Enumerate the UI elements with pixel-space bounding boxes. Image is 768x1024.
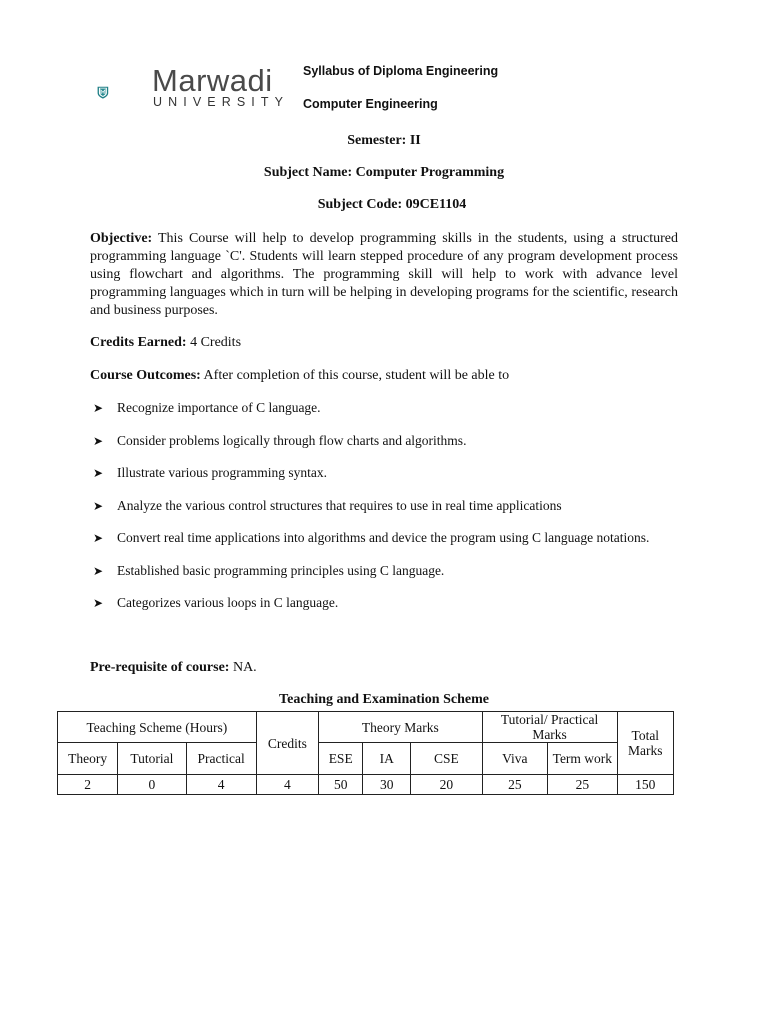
prerequisite-paragraph: [90, 659, 678, 677]
prereq-label: Pre-requisite of course:: [90, 660, 230, 675]
subheader-cell: Theory: [58, 743, 118, 775]
table-cell: 50: [319, 775, 363, 795]
marwadi-university-logo: [96, 66, 148, 118]
header-tutorial-practical: Tutorial/ Practical Marks: [482, 712, 617, 743]
list-item: [93, 399, 321, 417]
outcomes-intro-text: After completion of this course, student will be able to: [200, 368, 510, 383]
outcomes-label: Course Outcomes:: [90, 368, 201, 383]
header-theory-marks: Theory Marks: [319, 712, 483, 743]
arrow-bullet-icon: ➤: [93, 434, 104, 448]
logo-subtitle: UNIVERSITY: [153, 95, 290, 109]
subheader-cell: Practical: [186, 743, 256, 775]
table-cell: 25: [548, 775, 618, 795]
header-teaching-scheme: Teaching Scheme (Hours): [58, 712, 257, 743]
outcome-text: Established basic programming principles using C language.: [117, 563, 445, 578]
table-cell: 20: [411, 775, 482, 795]
outcome-text: Recognize importance of C language.: [117, 400, 321, 415]
prereq-value: NA.: [229, 660, 257, 675]
objective-label: Objective:: [90, 231, 153, 246]
subheader-cell: IA: [363, 743, 411, 775]
list-item: [93, 562, 444, 580]
list-item: [93, 594, 338, 612]
objective-text: This Course will help to develop programming skills in the students, using a structured programming language `C'. Students will learn stepped procedure of any program development process using flowchart and algorithms. The programming skill will help to work with advance level programming languages which in turn will be helping in developing programs for the scientific, research and business purposes.: [90, 231, 678, 318]
list-item: [93, 529, 649, 547]
subheader-cell: ESE: [319, 743, 363, 775]
list-item: [93, 497, 562, 515]
subject-name-heading: Subject Name: Computer Programming: [263, 165, 505, 180]
table-cell: 30: [363, 775, 411, 795]
table-cell: 0: [118, 775, 186, 795]
outcome-text: Illustrate various programming syntax.: [117, 465, 327, 480]
credits-paragraph: [90, 334, 678, 352]
table-row: [58, 775, 674, 795]
outcome-text: Categorizes various loops in C language.: [117, 595, 339, 610]
arrow-bullet-icon: ➤: [93, 401, 104, 415]
subheader-cell: CSE: [411, 743, 482, 775]
logo-wordmark: Marwadi: [152, 63, 273, 98]
objective-paragraph: [90, 230, 678, 320]
outcome-text: Analyze the various control structures that requires to use in real time applications: [117, 498, 562, 513]
teaching-exam-scheme-table: [57, 711, 674, 795]
arrow-bullet-icon: ➤: [93, 596, 104, 610]
subject-code-heading: [0, 197, 768, 213]
subheader-cell: Viva: [482, 743, 548, 775]
list-item: [93, 432, 466, 450]
header-program: Syllabus of Diploma Engineering: [303, 64, 499, 78]
semester-heading: Semester: II: [347, 133, 421, 148]
outcome-text: Consider problems logically through flow charts and algorithms.: [117, 433, 467, 448]
credits-value: 4 Credits: [186, 335, 242, 350]
table-cell: 150: [617, 775, 673, 795]
outcomes-intro: [90, 367, 678, 385]
table-cell: 2: [58, 775, 118, 795]
scheme-table-title: Teaching and Examination Scheme: [279, 692, 489, 707]
subheader-cell: Tutorial: [118, 743, 186, 775]
header-total-marks: Total Marks: [617, 712, 673, 775]
table-header-row: [58, 712, 674, 743]
credits-label: Credits Earned:: [90, 335, 187, 350]
header-credits: Credits: [256, 712, 318, 775]
list-item: [93, 464, 327, 482]
table-cell: 25: [482, 775, 548, 795]
header-branch: Computer Engineering: [303, 97, 438, 111]
subject-code-text: Subject Code: 09CE1104: [317, 197, 467, 212]
arrow-bullet-icon: ➤: [93, 564, 104, 578]
subheader-cell: Term work: [548, 743, 618, 775]
arrow-bullet-icon: ➤: [93, 466, 104, 480]
table-cell: 4: [256, 775, 318, 795]
table-subheader-row: [58, 743, 674, 775]
arrow-bullet-icon: ➤: [93, 531, 104, 545]
outcome-text: Convert real time applications into algorithms and device the program using C language notations.: [117, 530, 650, 545]
table-cell: 4: [186, 775, 256, 795]
arrow-bullet-icon: ➤: [93, 499, 104, 513]
